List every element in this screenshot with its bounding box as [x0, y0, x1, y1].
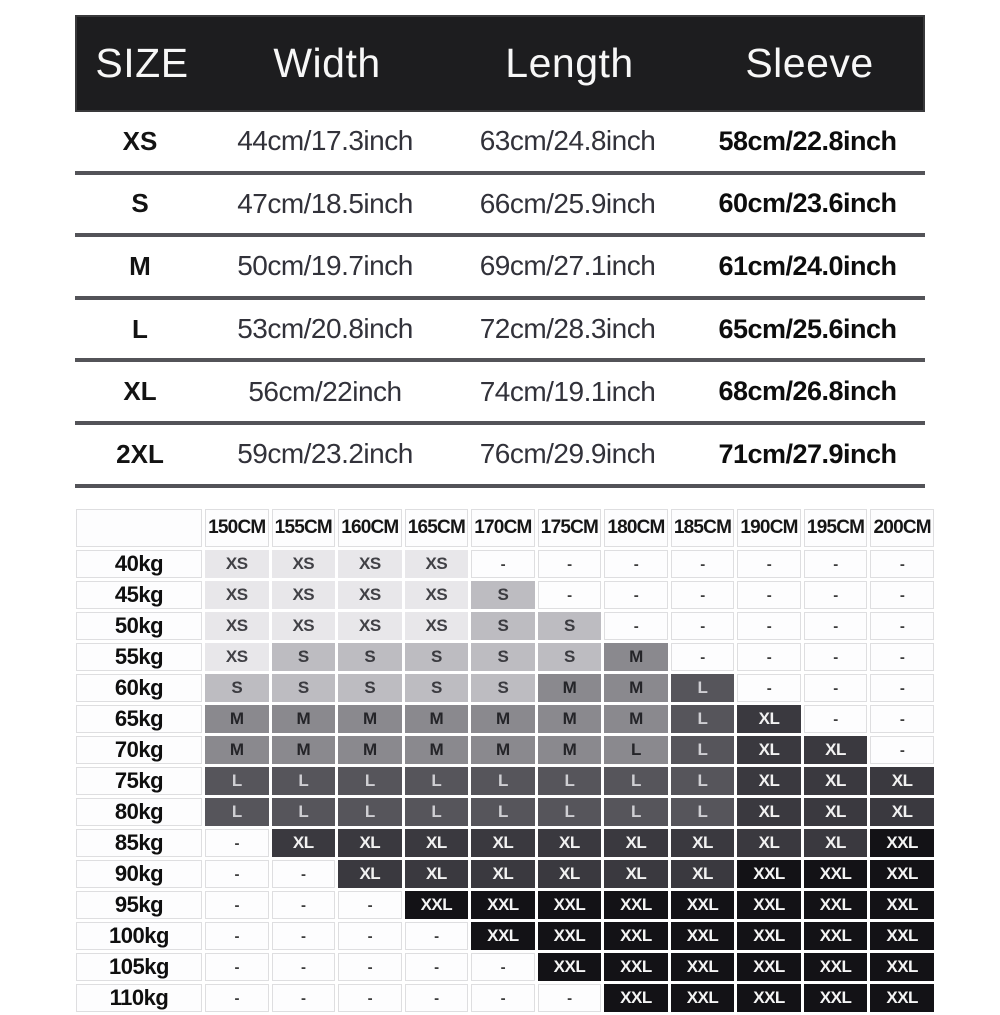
fit-cell: XL [870, 798, 934, 826]
fit-cell: XL [804, 798, 868, 826]
size-cell-length: 63cm/24.8inch [479, 125, 656, 157]
fit-cell: XL [737, 705, 801, 733]
fit-cell: M [405, 705, 469, 733]
fit-cell: XS [272, 550, 336, 578]
weight-label: 75kg [76, 767, 202, 795]
fit-cell-empty: - [870, 581, 934, 609]
fit-cell: L [671, 674, 735, 702]
fit-cell-empty: - [405, 953, 469, 981]
fit-cell-empty: - [272, 922, 336, 950]
fit-cell-empty: - [338, 891, 402, 919]
weight-label: 60kg [76, 674, 202, 702]
size-row [75, 112, 925, 175]
fit-matrix-row [76, 953, 934, 981]
fit-cell: XL [604, 860, 668, 888]
fit-cell: L [471, 798, 535, 826]
fit-cell-empty: - [737, 674, 801, 702]
fit-cell: XL [471, 860, 535, 888]
size-row [75, 362, 925, 425]
weight-label: 95kg [76, 891, 202, 919]
fit-cell: M [538, 674, 602, 702]
weight-label: 40kg [76, 550, 202, 578]
fit-cell: XL [538, 829, 602, 857]
fit-cell: XL [804, 736, 868, 764]
fit-cell-empty: - [471, 953, 535, 981]
fit-cell-empty: - [804, 612, 868, 640]
fit-cell: S [405, 674, 469, 702]
weight-label: 90kg [76, 860, 202, 888]
size-row [75, 175, 925, 238]
fit-cell: L [471, 767, 535, 795]
fit-cell: XL [671, 829, 735, 857]
weight-label: 110kg [76, 984, 202, 1012]
fit-cell: XL [804, 829, 868, 857]
fit-matrix-row [76, 829, 934, 857]
fit-cell-empty: - [737, 581, 801, 609]
size-cell-size: S [131, 188, 149, 219]
header-size: SIZE [95, 40, 189, 86]
size-cell-length: 74cm/19.1inch [479, 375, 656, 407]
fit-cell: XXL [671, 891, 735, 919]
fit-cell: L [405, 767, 469, 795]
fit-matrix-row [76, 891, 934, 919]
fit-cell: S [272, 643, 336, 671]
size-cell-width: 44cm/17.3inch [237, 125, 413, 157]
fit-cell: M [604, 643, 668, 671]
fit-cell: XXL [737, 984, 801, 1012]
fit-cell-empty: - [737, 550, 801, 578]
fit-cell: XXL [671, 922, 735, 950]
fit-cell: XL [272, 829, 336, 857]
size-table-rows [75, 112, 925, 488]
fit-cell: L [205, 798, 269, 826]
fit-cell-empty: - [737, 643, 801, 671]
fit-matrix-row [76, 984, 934, 1012]
fit-cell: XL [471, 829, 535, 857]
fit-cell: XXL [804, 922, 868, 950]
weight-label: 100kg [76, 922, 202, 950]
matrix-corner-cell [76, 509, 202, 547]
fit-cell: L [205, 767, 269, 795]
weight-label: 55kg [76, 643, 202, 671]
fit-cell: XL [405, 829, 469, 857]
fit-cell: XXL [737, 860, 801, 888]
fit-cell: XXL [870, 891, 934, 919]
fit-matrix-row [76, 581, 934, 609]
fit-cell: XS [205, 550, 269, 578]
fit-cell-empty: - [870, 705, 934, 733]
fit-cell: XXL [804, 860, 868, 888]
header-sleeve: Sleeve [745, 40, 874, 86]
height-header-row [76, 509, 934, 547]
fit-cell-empty: - [804, 550, 868, 578]
height-header-cell: 150CM [205, 509, 269, 547]
fit-cell: XXL [737, 891, 801, 919]
weight-label: 70kg [76, 736, 202, 764]
fit-matrix-row [76, 674, 934, 702]
size-row [75, 425, 925, 488]
fit-cell: XS [205, 581, 269, 609]
height-header-cell: 195CM [804, 509, 868, 547]
fit-cell-empty: - [804, 674, 868, 702]
fit-cell-empty: - [272, 891, 336, 919]
fit-cell: XXL [471, 891, 535, 919]
fit-cell: XXL [804, 953, 868, 981]
height-header-cell: 155CM [272, 509, 336, 547]
fit-cell: L [405, 798, 469, 826]
fit-cell-empty: - [272, 860, 336, 888]
fit-cell: S [471, 674, 535, 702]
fit-cell: XXL [737, 922, 801, 950]
fit-cell-empty: - [870, 612, 934, 640]
fit-cell: M [471, 705, 535, 733]
fit-cell: XXL [604, 984, 668, 1012]
fit-cell: L [272, 798, 336, 826]
fit-cell: S [338, 643, 402, 671]
fit-cell-empty: - [870, 674, 934, 702]
fit-cell: L [671, 736, 735, 764]
size-cell-size: L [132, 313, 148, 344]
header-width: Width [273, 40, 381, 86]
fit-cell-empty: - [604, 550, 668, 578]
fit-cell: M [272, 705, 336, 733]
fit-cell: XL [604, 829, 668, 857]
fit-cell: XXL [538, 922, 602, 950]
fit-cell: M [338, 705, 402, 733]
size-cell-size: XL [123, 376, 157, 407]
fit-cell: S [405, 643, 469, 671]
fit-cell-empty: - [870, 550, 934, 578]
fit-cell-empty: - [604, 581, 668, 609]
fit-matrix-row [76, 736, 934, 764]
fit-cell-empty: - [604, 612, 668, 640]
fit-cell: XS [405, 612, 469, 640]
fit-matrix-row [76, 550, 934, 578]
fit-cell-empty: - [671, 550, 735, 578]
height-header-cell: 170CM [471, 509, 535, 547]
size-cell-sleeve: 58cm/22.8inch [718, 125, 897, 156]
fit-matrix-row [76, 612, 934, 640]
fit-cell-empty: - [804, 705, 868, 733]
fit-cell: XXL [804, 984, 868, 1012]
fit-cell: XL [405, 860, 469, 888]
fit-cell-empty: - [671, 581, 735, 609]
fit-cell: L [671, 705, 735, 733]
height-header-cell: 190CM [737, 509, 801, 547]
size-row [75, 300, 925, 363]
fit-cell: XS [205, 643, 269, 671]
fit-cell: L [538, 767, 602, 795]
fit-cell: XL [870, 767, 934, 795]
fit-cell: XS [338, 550, 402, 578]
fit-cell: XXL [604, 922, 668, 950]
fit-cell: XS [405, 550, 469, 578]
fit-matrix-row [76, 767, 934, 795]
fit-cell: XS [338, 581, 402, 609]
fit-cell: S [205, 674, 269, 702]
fit-cell: XXL [604, 953, 668, 981]
fit-cell: XXL [870, 953, 934, 981]
fit-cell: XL [338, 829, 402, 857]
size-cell-size: 2XL [116, 438, 164, 469]
size-cell-length: 76cm/29.9inch [479, 438, 656, 470]
fit-cell-empty: - [338, 984, 402, 1012]
fit-cell: S [338, 674, 402, 702]
size-cell-width: 56cm/22inch [248, 375, 402, 407]
size-cell-length: 66cm/25.9inch [479, 187, 656, 219]
size-cell-length: 72cm/28.3inch [479, 313, 656, 345]
fit-cell-empty: - [272, 953, 336, 981]
fit-cell-empty: - [338, 922, 402, 950]
fit-cell: XXL [604, 891, 668, 919]
weight-label: 105kg [76, 953, 202, 981]
header-length: Length [505, 40, 634, 86]
fit-cell: M [471, 736, 535, 764]
fit-cell: XXL [671, 984, 735, 1012]
fit-cell: M [205, 705, 269, 733]
weight-label: 45kg [76, 581, 202, 609]
height-header-cell: 200CM [870, 509, 934, 547]
fit-matrix-row [76, 922, 934, 950]
fit-cell: XL [804, 767, 868, 795]
weight-label: 50kg [76, 612, 202, 640]
fit-cell-empty: - [804, 643, 868, 671]
fit-cell: S [471, 581, 535, 609]
fit-cell: XL [737, 798, 801, 826]
fit-cell-empty: - [471, 984, 535, 1012]
fit-cell: S [538, 643, 602, 671]
weight-label: 80kg [76, 798, 202, 826]
height-header-cell: 165CM [405, 509, 469, 547]
fit-cell: S [538, 612, 602, 640]
fit-cell: XL [737, 767, 801, 795]
fit-cell: XXL [405, 891, 469, 919]
fit-matrix-row [76, 643, 934, 671]
fit-cell: S [272, 674, 336, 702]
fit-cell: XXL [870, 922, 934, 950]
size-table [75, 15, 925, 488]
fit-cell-empty: - [538, 581, 602, 609]
fit-cell: XL [671, 860, 735, 888]
fit-cell-empty: - [471, 550, 535, 578]
fit-cell: XXL [870, 829, 934, 857]
size-cell-sleeve: 65cm/25.6inch [718, 313, 897, 344]
height-header-cell: 180CM [604, 509, 668, 547]
fit-cell: L [671, 798, 735, 826]
fit-cell: S [471, 612, 535, 640]
fit-cell-empty: - [272, 984, 336, 1012]
fit-matrix-row [76, 860, 934, 888]
size-cell-sleeve: 68cm/26.8inch [718, 376, 897, 407]
size-cell-sleeve: 61cm/24.0inch [718, 250, 897, 281]
fit-cell: XL [338, 860, 402, 888]
fit-cell: XS [272, 581, 336, 609]
fit-cell: XL [737, 736, 801, 764]
fit-cell: M [604, 674, 668, 702]
fit-cell: XS [272, 612, 336, 640]
size-cell-sleeve: 71cm/27.9inch [718, 438, 897, 469]
fit-cell: L [338, 767, 402, 795]
fit-cell: L [604, 798, 668, 826]
fit-cell: L [604, 767, 668, 795]
fit-cell-empty: - [737, 612, 801, 640]
fit-cell: M [338, 736, 402, 764]
fit-matrix-table [73, 506, 937, 1015]
fit-cell-empty: - [671, 612, 735, 640]
fit-cell-empty: - [205, 984, 269, 1012]
weight-label: 65kg [76, 705, 202, 733]
height-header-cell: 160CM [338, 509, 402, 547]
fit-cell: XXL [804, 891, 868, 919]
fit-cell: XXL [538, 953, 602, 981]
height-header-cell: 175CM [538, 509, 602, 547]
fit-cell: XS [338, 612, 402, 640]
fit-cell: L [671, 767, 735, 795]
size-cell-width: 47cm/18.5inch [237, 187, 413, 219]
size-table-header [75, 15, 925, 112]
size-cell-size: M [129, 250, 151, 281]
height-header-cell: 185CM [671, 509, 735, 547]
fit-cell-empty: - [338, 953, 402, 981]
fit-cell: M [538, 705, 602, 733]
size-cell-size: XS [122, 125, 158, 156]
fit-cell: XXL [538, 891, 602, 919]
fit-cell: S [471, 643, 535, 671]
fit-cell-empty: - [205, 891, 269, 919]
fit-matrix-body [76, 550, 934, 1012]
fit-cell: L [338, 798, 402, 826]
fit-cell: M [538, 736, 602, 764]
fit-cell-empty: - [405, 984, 469, 1012]
fit-cell: XL [538, 860, 602, 888]
fit-cell: XS [405, 581, 469, 609]
fit-cell: XS [205, 612, 269, 640]
fit-matrix-row [76, 705, 934, 733]
fit-cell-empty: - [205, 922, 269, 950]
size-cell-length: 69cm/27.1inch [479, 250, 656, 282]
height-weight-fit-matrix [73, 506, 937, 1015]
size-cell-width: 53cm/20.8inch [237, 313, 413, 345]
fit-cell-empty: - [538, 550, 602, 578]
fit-cell: M [205, 736, 269, 764]
fit-cell: M [405, 736, 469, 764]
fit-cell: L [272, 767, 336, 795]
weight-label: 85kg [76, 829, 202, 857]
fit-cell: XXL [737, 953, 801, 981]
fit-cell-empty: - [804, 581, 868, 609]
fit-cell: M [604, 705, 668, 733]
fit-cell: L [538, 798, 602, 826]
fit-cell-empty: - [538, 984, 602, 1012]
fit-cell: XXL [870, 984, 934, 1012]
fit-cell-empty: - [870, 736, 934, 764]
fit-cell: L [604, 736, 668, 764]
fit-cell-empty: - [205, 829, 269, 857]
fit-cell-empty: - [205, 953, 269, 981]
fit-cell: XXL [870, 860, 934, 888]
size-cell-width: 50cm/19.7inch [237, 250, 413, 282]
fit-cell: XL [737, 829, 801, 857]
size-cell-sleeve: 60cm/23.6inch [718, 188, 897, 219]
size-cell-width: 59cm/23.2inch [237, 438, 413, 470]
fit-matrix-row [76, 798, 934, 826]
fit-cell-empty: - [205, 860, 269, 888]
fit-cell-empty: - [671, 643, 735, 671]
fit-cell-empty: - [870, 643, 934, 671]
fit-cell: XXL [671, 953, 735, 981]
fit-cell: M [272, 736, 336, 764]
size-row [75, 237, 925, 300]
fit-cell: XXL [471, 922, 535, 950]
fit-cell-empty: - [405, 922, 469, 950]
